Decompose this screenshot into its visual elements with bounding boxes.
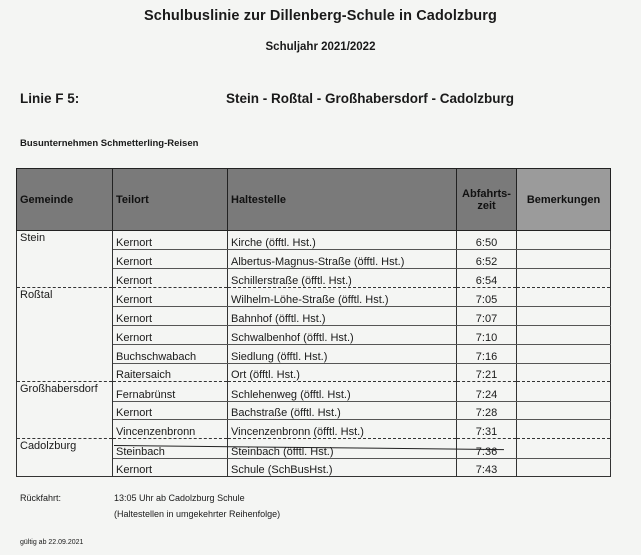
cell-gemeinde <box>17 269 113 288</box>
column-header-abfahrtszeit: Abfahrts- zeit <box>457 169 517 231</box>
cell-abfahrtszeit: 6:54 <box>457 269 517 288</box>
cell-bemerkung <box>517 344 611 363</box>
cell-abfahrtszeit: 6:50 <box>457 231 517 250</box>
table-row <box>17 269 611 288</box>
cell-abfahrtszeit: 7:16 <box>457 344 517 363</box>
cell-teilort: Kernort <box>113 307 228 326</box>
cell-gemeinde <box>17 401 113 420</box>
cell-bemerkung <box>517 439 611 458</box>
column-header-gemeinde: Gemeinde <box>17 169 113 231</box>
cell-bemerkung <box>517 363 611 382</box>
route-title: Stein - Roßtal - Großhabersdorf - Cadolzburg <box>226 91 514 106</box>
cell-abfahrtszeit: 6:52 <box>457 250 517 269</box>
schedule-table <box>16 168 611 477</box>
table-row <box>17 363 611 382</box>
return-note: (Haltestellen in umgekehrter Reihenfolge) <box>114 509 281 519</box>
cell-bemerkung <box>517 401 611 420</box>
cell-teilort: Kernort <box>113 287 228 306</box>
cell-gemeinde <box>17 420 113 439</box>
cell-gemeinde <box>17 458 113 477</box>
cell-teilort: Vincenzenbronn <box>113 420 228 439</box>
cell-abfahrtszeit: 7:07 <box>457 307 517 326</box>
cell-teilort: Steinbach <box>113 439 228 458</box>
cell-gemeinde <box>17 344 113 363</box>
cell-gemeinde <box>17 325 113 344</box>
cell-teilort: Kernort <box>113 401 228 420</box>
table-row <box>17 420 611 439</box>
cell-abfahrtszeit: 7:28 <box>457 401 517 420</box>
cell-teilort: Kernort <box>113 458 228 477</box>
cell-haltestelle: Vincenzenbronn (öfftl. Hst.) <box>228 420 457 439</box>
cell-haltestelle: Bachstraße (öfftl. Hst.) <box>228 401 457 420</box>
cell-bemerkung <box>517 307 611 326</box>
table-row <box>17 439 611 458</box>
cell-haltestelle: Steinbach (öfftl. Hst.) <box>228 439 457 458</box>
cell-haltestelle: Schule (SchBusHst.) <box>228 458 457 477</box>
document-title: Schulbuslinie zur Dillenberg-Schule in Cadolzburg <box>144 8 497 24</box>
cell-gemeinde: Cadolzburg <box>17 439 113 458</box>
table-row <box>17 344 611 363</box>
line-label: Linie F 5: <box>20 91 80 106</box>
cell-gemeinde <box>17 363 113 382</box>
cell-bemerkung <box>517 382 611 401</box>
cell-bemerkung <box>517 269 611 288</box>
cell-gemeinde <box>17 250 113 269</box>
table-row <box>17 401 611 420</box>
cell-gemeinde: Großhabersdorf <box>17 382 113 401</box>
cell-abfahrtszeit: 7:31 <box>457 420 517 439</box>
table-row <box>17 307 611 326</box>
cell-haltestelle: Ort (öfftl. Hst.) <box>228 363 457 382</box>
cell-bemerkung <box>517 458 611 477</box>
table-row <box>17 250 611 269</box>
column-header-bemerkungen: Bemerkungen <box>517 169 611 231</box>
cell-bemerkung <box>517 420 611 439</box>
cell-gemeinde: Roßtal <box>17 287 113 306</box>
cell-teilort: Raitersaich <box>113 363 228 382</box>
valid-from: gültig ab 22.09.2021 <box>20 539 84 546</box>
return-label: Rückfahrt: <box>20 493 62 503</box>
cell-teilort: Buchschwabach <box>113 344 228 363</box>
cell-teilort: Kernort <box>113 231 228 250</box>
column-header-teilort: Teilort <box>113 169 228 231</box>
bus-company: Busunternehmen Schmetterling-Reisen <box>20 138 199 149</box>
cell-haltestelle: Siedlung (öfftl. Hst.) <box>228 344 457 363</box>
table-row <box>17 382 611 401</box>
table-row <box>17 287 611 306</box>
cell-teilort: Kernort <box>113 325 228 344</box>
cell-teilort: Kernort <box>113 250 228 269</box>
cell-abfahrtszeit: 7:05 <box>457 287 517 306</box>
cell-bemerkung <box>517 325 611 344</box>
cell-abfahrtszeit: 7:21 <box>457 363 517 382</box>
cell-haltestelle: Schillerstraße (öfftl. Hst.) <box>228 269 457 288</box>
cell-haltestelle: Albertus-Magnus-Straße (öfftl. Hst.) <box>228 250 457 269</box>
cell-abfahrtszeit: 7:10 <box>457 325 517 344</box>
cell-haltestelle: Wilhelm-Löhe-Straße (öfftl. Hst.) <box>228 287 457 306</box>
table-header-row <box>17 169 611 231</box>
cell-bemerkung <box>517 231 611 250</box>
cell-teilort: Kernort <box>113 269 228 288</box>
cell-abfahrtszeit: 7:24 <box>457 382 517 401</box>
cell-haltestelle: Bahnhof (öfftl. Hst.) <box>228 307 457 326</box>
cell-bemerkung <box>517 250 611 269</box>
table-row <box>17 231 611 250</box>
cell-abfahrtszeit: 7:43 <box>457 458 517 477</box>
cell-haltestelle: Schwalbenhof (öfftl. Hst.) <box>228 325 457 344</box>
cell-teilort: Fernabrünst <box>113 382 228 401</box>
cell-haltestelle: Schlehenweg (öfftl. Hst.) <box>228 382 457 401</box>
cell-haltestelle: Kirche (öfftl. Hst.) <box>228 231 457 250</box>
table-row <box>17 458 611 477</box>
return-time: 13:05 Uhr ab Cadolzburg Schule <box>114 493 245 503</box>
column-header-haltestelle: Haltestelle <box>228 169 457 231</box>
school-year: Schuljahr 2021/2022 <box>265 41 376 53</box>
table-row <box>17 325 611 344</box>
cell-abfahrtszeit: 7:36 <box>457 439 517 458</box>
cell-gemeinde: Stein <box>17 231 113 250</box>
cell-bemerkung <box>517 287 611 306</box>
cell-gemeinde <box>17 307 113 326</box>
